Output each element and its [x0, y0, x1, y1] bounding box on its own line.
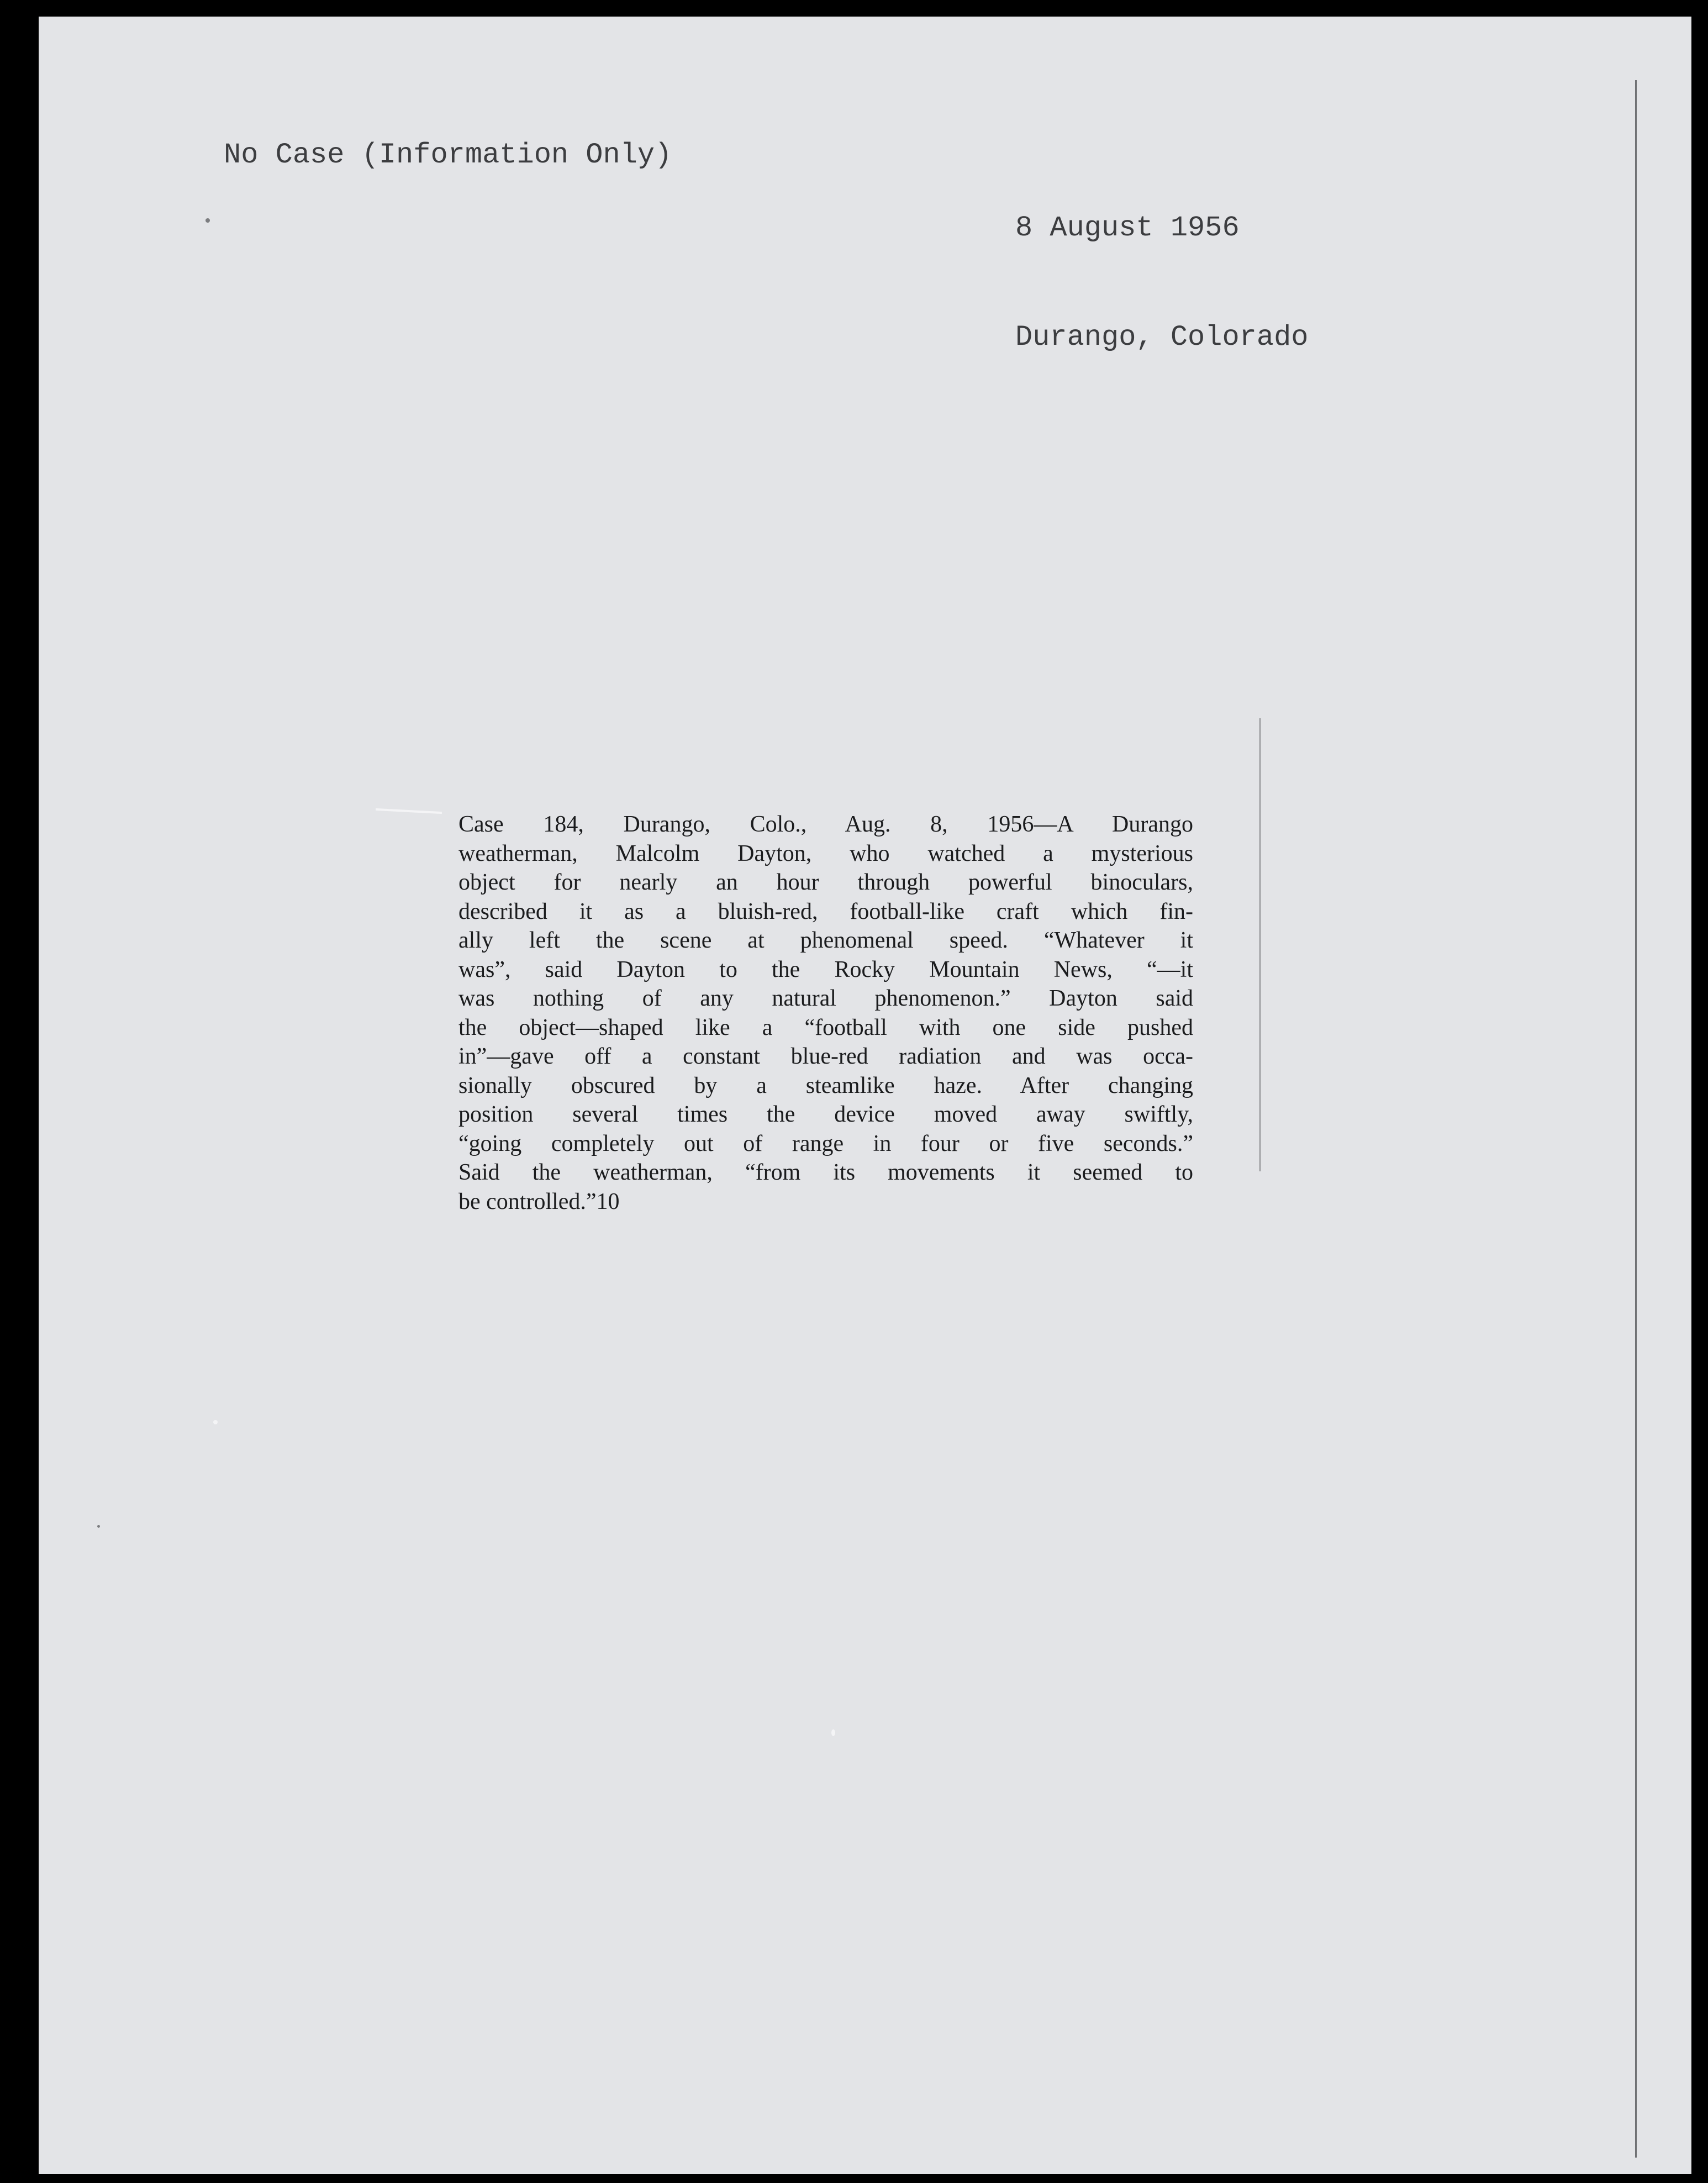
- clipping-line: position several times the device moved away swiftly,: [458, 1102, 1193, 1127]
- clipping-line: object for nearly an hour through powerful binoculars,: [458, 870, 1193, 895]
- page-edge-line: [1635, 80, 1637, 2158]
- clipping-line: weatherman, Malcolm Dayton, who watched a mysterious: [458, 840, 1193, 866]
- clipping-line: ally left the scene at phenomenal speed. “Whatever it: [458, 928, 1193, 953]
- header-date-location: [1015, 137, 1309, 429]
- clipping-line: was”, said Dayton to the Rocky Mountain News, “—it: [458, 956, 1193, 982]
- clipping-line: be controlled.”10: [458, 1188, 620, 1214]
- dust-speck: [831, 1729, 835, 1736]
- report-location: Durango, Colorado: [1015, 321, 1309, 354]
- clipping-line: Said the weatherman, “from its movements it seemed to: [458, 1160, 1193, 1185]
- report-date: 8 August 1956: [1015, 212, 1240, 244]
- clipping-line: was nothing of any natural phenomenon.” Dayton said: [458, 986, 1193, 1011]
- clipping-edge: [1259, 718, 1261, 1171]
- newspaper-clipping: [458, 810, 1193, 1216]
- dust-speck: [213, 1420, 218, 1424]
- clipping-line: in”—gave off a constant blue-red radiation and was occa-: [458, 1044, 1193, 1069]
- clipping-line: the object—shaped like a “football with one side pushed: [458, 1014, 1193, 1040]
- dust-speck: [205, 218, 210, 223]
- clipping-line: sionally obscured by a steamlike haze. After changing: [458, 1072, 1193, 1098]
- dust-speck: [97, 1525, 100, 1528]
- clipping-line: Case 184, Durango, Colo., Aug. 8, 1956—A Durango: [458, 812, 1193, 837]
- case-status: No Case (Information Only): [224, 139, 672, 171]
- clipping-line: described it as a bluish-red, football-like craft which fin-: [458, 898, 1193, 924]
- clipping-line: “going completely out of range in four or five seconds.”: [458, 1130, 1193, 1156]
